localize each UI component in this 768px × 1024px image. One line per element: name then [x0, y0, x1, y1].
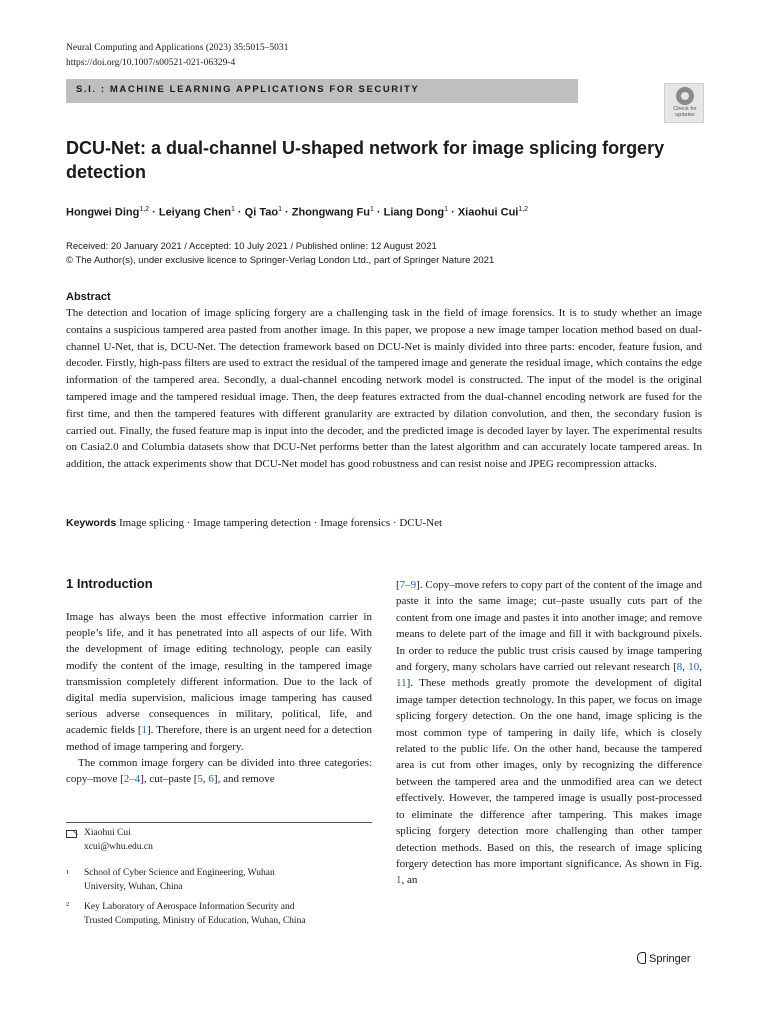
author-name[interactable]: Liang Dong	[383, 206, 445, 219]
section-heading-introduction: 1 Introduction	[66, 576, 153, 591]
paper-title: DCU-Net: a dual-channel U-shaped network for image splicing forgery detection	[66, 138, 665, 182]
citation-link[interactable]: 1	[141, 724, 147, 737]
keywords-label: Keywords	[66, 517, 117, 529]
journal-citation: Neural Computing and Applications (2023) 35:5015–5031	[66, 43, 289, 53]
author-affiliation-marker: 1	[444, 206, 449, 213]
body-column-right	[396, 577, 702, 889]
author-affiliation-marker: 1	[230, 206, 235, 213]
intro-paragraph-continued: [7–9]. Copy–move refers to copy part of the content of the image and paste it into the same image; cut–paste usually cuts part of the content from one image and pastes it into another image; and remove means to delete part of the image and fill it with background pixels. In order to reduce the public trust crisis caused by image tampering and forgery, many scholars have carried out relevant research [8, 10, 11]. These methods greatly promote the development of digital image tamper detection technology. In this paper, we focus on image splicing forgery detection. On the one hand, image splicing is the most common type of tampering in daily life, which is closely related to the public life. On the other hand, because the tampered area is cut from other images, only by recognizing the difference between the tampered area and the unmodified area can we detect effectively. However, the tampered image is usually post-processed to eliminate the difference after tampering. This makes image splicing forgery detection more challenging than other tamper detection methods. Based on this, the research of image splicing forgery detection has more important significance. As shown in Fig. 1, an	[396, 579, 702, 887]
check-updates-icon	[676, 87, 694, 105]
doi-link[interactable]: https://doi.org/10.1007/s00521-021-06329-4	[66, 58, 236, 68]
springer-horse-icon	[636, 952, 646, 963]
affiliation-2-number: 2	[66, 901, 70, 908]
corresponding-author-email[interactable]: xcui@whu.edu.cn	[84, 842, 153, 852]
keywords	[66, 516, 442, 530]
author-affiliation-marker: 1,2	[518, 206, 529, 213]
citation-link[interactable]: 7–9	[399, 579, 417, 591]
publisher-name: Springer	[649, 953, 691, 965]
citation-link[interactable]: 6	[208, 773, 214, 786]
publisher-mark	[636, 952, 691, 966]
author-list	[66, 202, 528, 221]
affiliation-1-number: 1	[66, 869, 70, 876]
section-banner	[66, 79, 578, 103]
author-affiliation-marker: 1	[369, 206, 374, 213]
author-separator: ·	[149, 206, 159, 219]
author-separator: ·	[281, 206, 292, 219]
author-separator: ·	[448, 206, 458, 219]
author-separator: ·	[373, 206, 384, 219]
intro-paragraph-1: Image has always been the most effective information carrier in people’s life, and it has penetrated into all aspects of our life. With the development of image editing technology, people can easily modify the content of the image, resulting in the tampered image transmission completely different information. Due to the lack of digital media supervision, malicious image tampering has caused serious adverse consequences in military, political, life, and academic fields [1]. Therefore, there is an urgent need for a detection method of image tampering and forgery.	[66, 611, 372, 753]
body-column-left	[66, 609, 372, 787]
affiliation-2-line-2: Trusted Computing, Ministry of Education, Wuhan, China	[84, 916, 306, 926]
affiliation-2-line-1: Key Laboratory of Aerospace Information Security and	[84, 902, 295, 912]
author-name[interactable]: Zhongwang Fu	[291, 206, 370, 219]
author-affiliation-marker: 1	[278, 206, 282, 213]
author-name[interactable]: Leiyang Chen	[158, 206, 231, 219]
envelope-icon	[66, 830, 77, 838]
keywords-list: Image splicing · Image tampering detection · Image forensics · DCU-Net	[118, 517, 443, 529]
affiliation-1-line-2: University, Wuhan, China	[84, 882, 183, 892]
abstract-heading: Abstract	[66, 291, 111, 303]
author-separator: ·	[234, 206, 245, 219]
check-updates-label: Check for updates	[673, 106, 697, 118]
check-for-updates-badge[interactable]	[664, 83, 704, 123]
publication-dates: Received: 20 January 2021 / Accepted: 10 July 2021 / Published online: 12 August 2021	[66, 241, 437, 252]
citation-link[interactable]: 10	[688, 661, 700, 674]
author-affiliation-marker: 1,2	[139, 206, 150, 213]
author-name[interactable]: Xiaohui Cui	[457, 206, 519, 219]
affiliation-1-line-1: School of Cyber Science and Engineering, Wuhan	[84, 868, 275, 878]
citation-link[interactable]: 5	[197, 773, 203, 786]
author-name[interactable]: Qi Tao	[244, 206, 279, 219]
citation-link[interactable]: 8	[676, 661, 683, 674]
citation-link[interactable]: 2–4	[123, 773, 141, 786]
figure-reference-link[interactable]: 1	[396, 874, 402, 887]
citation-link[interactable]: 11	[396, 677, 407, 690]
section-banner-label: S.I. : MACHINE LEARNING APPLICATIONS FOR SECURITY	[76, 84, 420, 95]
author-name[interactable]: Hongwei Ding	[66, 206, 140, 219]
copyright-notice: © The Author(s), under exclusive licence to Springer-Verlag London Ltd., part of Springer Nature 2021	[66, 255, 495, 266]
footnote-divider	[66, 822, 372, 823]
corresponding-author-name: Xiaohui Cui	[84, 828, 131, 838]
abstract-text: The detection and location of image splicing forgery are a challenging task in the field of image forensics. It is to study whether an image contains a suspicious tampered area pasted from another image. In this paper, we propose a new image tamper location method based on dual-channel U-Net, that is, DCU-Net. The detection framework based on DCU-Net is mainly divided into three parts: encoder, feature fusion, and decoder. Firstly, high-pass filters are used to extract the residual of the tampered image and generate the residual image, which contains the edge information of the tampered area. Secondly, a dual-channel encoding network model is constructed. The input of the model is the original tampered image and the tampered residual image. Then, the deep features extracted from the dual-channel encoding network are fused for the first time, and then the tampered features with different granularity are extracted by dilation convolution, and then, the secondary fusion is carried out. Finally, the fused feature map is input into the decoder, and the predicted image is decoded layer by layer. The experimental results on Casia2.0 and Columbia datasets show that DCU-Net performs better than the latest algorithm and can accurately locate tampered areas. In addition, the attack experiments show that DCU-Net model has good robustness and can resist noise and JPEG recompression attacks.	[66, 307, 702, 471]
intro-paragraph-2: The common image forgery can be divided into three categories: copy–move [2–4], cut–paste [5, 6], and remove	[66, 756, 372, 786]
